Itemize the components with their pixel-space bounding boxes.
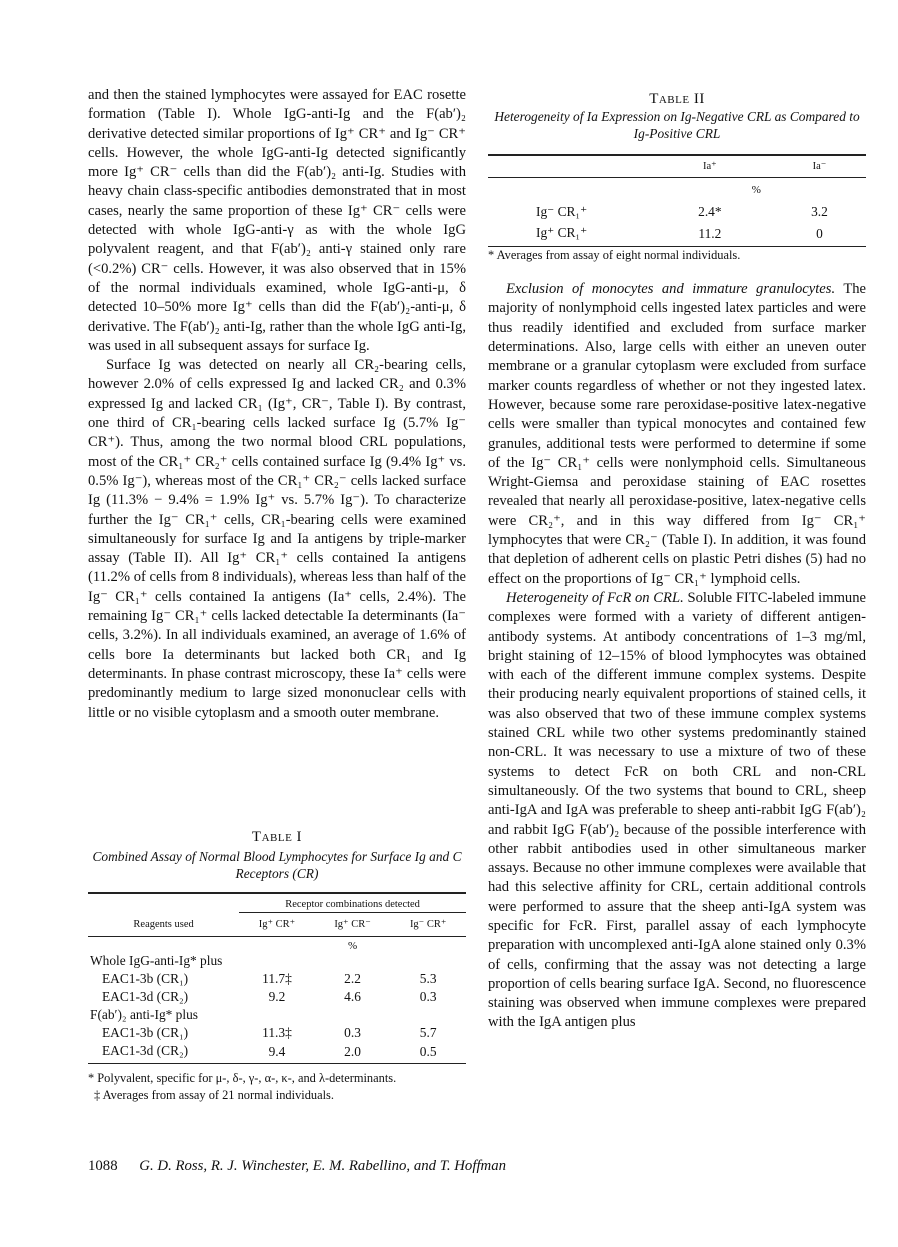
table-1-group-2: F(ab′)₂ anti-Ig* plus [90,1006,199,1022]
table-row: EAC1-3d (CR₂) 9.2 4.6 0.3 [102,988,437,1004]
left-paragraph-1: and then the stained lymphocytes were assayed for EAC rosette formation (Table I). Whole IgG-anti-Ig and the F(ab′)₂ derivative detected similar proportions of Ig⁺ CR⁺ and Ig⁻ CR⁺ cells. However, the whole IgG-anti-Ig detected significantly more Ig⁺ CR⁻ cells than did the F(ab′)₂ anti-Ig. Studies with heavy chain class-specific antibodies demonstrated that in most cases, nearly the same proportion of these Ig⁺ CR⁻ cells were detected with whole IgG-anti-γ as with the whole IgG polyvalent reagent, and that F(ab′)₂ anti-γ stained only rare (<0.2%) CR⁻ cells. However, it was also observed that in 15% of the normal individuals examined, whole IgG-anti-μ, δ detected 10–50% more Ig⁺ cells than did the F(ab′)₂-anti-μ, δ derivative. The F(ab′)₂ anti-Ig, rather than the whole IgG anti-Ig, was used in all subsequent assays for surface Ig. [88,87,466,354]
footer-authors: G. D. Ross, R. J. Winchester, E. M. Rabellino, and T. Hoffman [139,1158,507,1174]
page-number: 1088 [88,1158,118,1174]
table-1-unit: % [348,939,358,952]
table-2-title: Table II [649,91,705,107]
table-row: EAC1-3d (CR₂) 9.4 2.0 0.5 [88,1042,466,1064]
table-1-caption: Combined Assay of Normal Blood Lymphocytes for Surface Ig and C Receptors (CR) [92,849,462,881]
table-2-caption: Heterogeneity of Ia Expression on Ig-Negative CRL as Compared to Ig-Positive CRL [494,109,860,141]
table-row: EAC1-3b (CR₁) 11.3‡ 0.3 5.7 [102,1024,437,1040]
left-paragraph-2: Surface Ig was detected on nearly all CR₂-bearing cells, however 2.0% of cells expressed Ig and lacked CR₂ and 0.3% expressed Ig and lacked CR₁ (Ig⁺, CR⁻, Table I). By contrast, one third of CR₁-bearing cells lacked surface Ig (5.7% Ig⁻ CR⁺). Thus, among the two normal blood CRL populations, most of the CR₁⁺ CR₂⁺ cells contained surface Ig (9.4% Ig⁺ vs. 0.5% Ig⁻), whereas most of the CR₁⁺ CR₂⁻ cells lacked surface Ig (11.3% − 9.4% = 1.9% Ig⁺ vs. 5.7% Ig⁻). To characterize further the Ig⁻ CR₁⁺ cells, CR₁-bearing cells were examined simultaneously for surface Ig and Ia antigens by triple-marker assay (Table II). All Ig⁺ CR₁⁺ cells contained Ia antigens (11.2% of cells from 8 individuals), whereas less than half of the Ig⁻ CR₁⁺ cells contained Ia antigens (Ia⁺ cells, 2.4%). The remaining Ig⁻ CR₁⁺ cells lacked detectable Ia determinants (Ia⁻ cells, 3.2%). In all individuals examined, an average of 1.6% of cells bore Ia determinants but lacked both CR₁ and Ig determinants. In phase contrast microscopy, these Ia⁺ cells were predominantly medium to large sized mononuclear cells with little or no visible cytoplasm and a smooth outer membrane. [88,357,466,721]
table-row: Ig⁻ CR₁⁺ 2.4* 3.2 [536,203,828,219]
table-1-group-header: Receptor combinations detected [239,893,466,913]
right-heading-2: Heterogeneity of FcR on CRL. [506,589,684,606]
table-2-col-header-2: Ia⁻ [773,155,866,178]
table-1-col-header-1: Ig⁺ CR⁺ [239,913,315,937]
table-row: EAC1-3b (CR₁) 11.7‡ 2.2 5.3 [102,970,437,986]
table-1-group-1: Whole IgG-anti-Ig* plus [90,952,223,968]
table-2-col-header-1: Ia⁺ [647,155,773,178]
right-heading-1: Exclusion of monocytes and immature granulocytes. [506,281,836,298]
table-2-grid [488,154,866,247]
table-1-footnote-1: * Polyvalent, specific for μ-, δ-, γ-, α-, κ-, and λ-determinants. [88,1070,397,1085]
table-1-col-reagents: Reagents used [88,913,239,937]
page-footer [88,1158,506,1175]
right-paragraph-2: Soluble FITC-labeled immune complexes were formed with a variety of different antigen-antibody systems. At antibody concentrations of 1–3 mg/ml, bright staining of 12–15% of blood lymphocytes was obtained with each of the different immune complex systems. Despite their producing nearly equivalent proportions of stained cells, it was also observed that two of these immune complex systems stained CRL while two other systems predominantly stained non-CRL. It was necessary to use a mixture of two of these systems to detect FcR on both CRL and non-CRL simultaneously. Of the two systems that bound to CRL, sheep anti-IgA and IgA was preferable to sheep anti-rabbit IgG F(ab′)₂ and rabbit IgG F(ab′)₂ because of the possible interference with other rabbit antibodies used in other simultaneous marker assays. Because no other immune complexes were available that had this selective affinity for CRL, certain additional controls were performed to assure that the sheep anti-IgA system was specific for FcR. First, parallel assay of each lymphocyte preparation with uncomplexed anti-IgA alone stained only 0.3% of cells, confirming that the assay was not detecting a large proportion of cells bearing surface IgA. Second, no fluorescence staining was observed when immune complexes were prepared with the IgA antigen plus [488,589,866,1031]
table-1-col-header-2: Ig⁺ CR⁻ [315,913,391,937]
table-1-footnote-2: ‡ Averages from assay of 21 normal individuals. [94,1087,334,1102]
left-column [88,86,466,723]
table-2-footnote: * Averages from assay of eight normal individuals. [488,248,741,263]
right-column [488,90,866,1033]
table-1 [88,828,466,1104]
table-2-unit: % [751,184,761,197]
table-row: Ig⁺ CR₁⁺ 11.2 0 [488,222,866,247]
table-1-title: Table I [251,829,303,845]
table-1-grid [88,892,466,1064]
table-1-col-header-3: Ig⁻ CR⁺ [390,913,466,937]
right-paragraph-1: The majority of nonlymphoid cells ingested latex particles and were thus readily identified and excluded from surface marker determinations. Also, large cells with either an uneven outer membrane or a granular cytoplasm were excluded from surface marker counts regardless of whether or not they ingested latex. However, because some rare peroxidase-positive latex-negative cells were smaller than typical monocytes and contained few granules, additional tests were performed to determine if some of the Ig⁻ CR₁⁺ cells were nonlymphoid cells. Simultaneous Wright-Giemsa and peroxidase staining of EAC rosettes revealed that nearly all peroxidase-positive, latex-negative cells were CR₂⁺, and in this way differed from Ig⁻ CR₁⁺ lymphocytes that were CR₂⁻ (Table I). In addition, it was found that depletion of adherent cells on plastic Petri dishes (5) had no effect on the proportions of Ig⁻ CR₁⁺ lymphoid cells. [488,281,867,587]
